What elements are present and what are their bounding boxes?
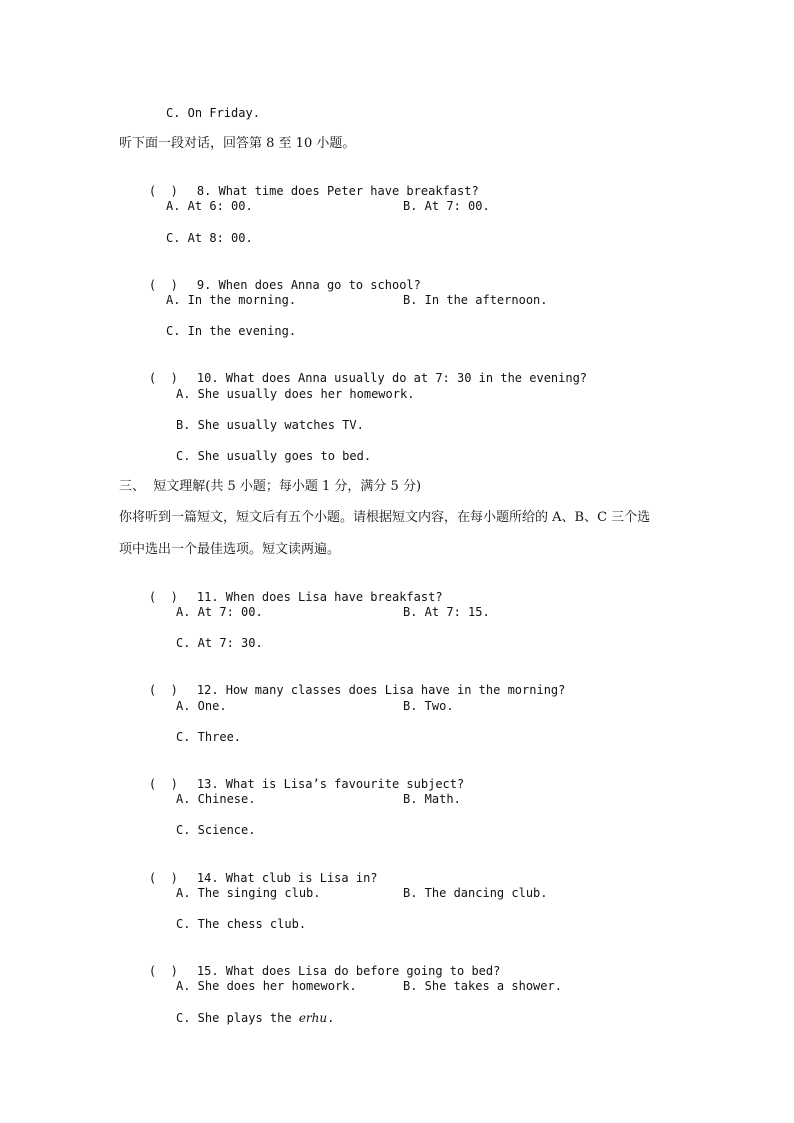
section2-instruction: 听下面一段对话，回答第 8 至 10 小题。 <box>119 136 356 151</box>
option-11b: B. At 7: 15. <box>403 605 490 619</box>
option-12c: C. Three. <box>176 730 242 744</box>
option-13c: C. Science. <box>176 823 256 837</box>
option-9a: A. In the morning. <box>166 293 297 307</box>
option-9c: C. In the evening. <box>166 324 297 338</box>
answer-blank: ( ) <box>148 590 178 604</box>
option-11c: C. At 7: 30. <box>176 636 263 650</box>
option-7c: C. On Friday. <box>166 106 260 120</box>
answer-blank: ( ) <box>148 964 178 978</box>
option-8a: A. At 6: 00. <box>166 199 253 213</box>
answer-blank: ( ) <box>148 871 178 885</box>
question-11 <box>120 573 443 604</box>
question-text: 9. When does Anna go to school? <box>196 278 421 292</box>
section3-instruction-1: 你将听到一篇短文，短文后有五个小题。请根据短文内容，在每小题所给的 A、B、C 三个选 <box>119 510 651 525</box>
answer-blank: ( ) <box>148 683 178 697</box>
question-text: 13. What is Lisa’s favourite subject? <box>196 777 465 791</box>
answer-blank: ( ) <box>148 184 178 198</box>
answer-blank: ( ) <box>148 777 178 791</box>
question-text: 8. What time does Peter have breakfast? <box>196 184 479 198</box>
answer-blank: ( ) <box>148 278 178 292</box>
option-13a: A. Chinese. <box>176 792 256 806</box>
option-12b: B. Two. <box>403 699 454 713</box>
option-15b: B. She takes a shower. <box>403 979 562 993</box>
option-punct: . <box>327 1011 335 1025</box>
question-text: 12. How many classes does Lisa have in the morning? <box>196 683 566 697</box>
option-15c <box>176 1010 334 1026</box>
option-15a: A. She does her homework. <box>176 979 357 993</box>
option-14b: B. The dancing club. <box>403 886 548 900</box>
question-text: 10. What does Anna usually do at 7: 30 in the evening? <box>196 371 588 385</box>
question-text: 14. What club is Lisa in? <box>196 871 378 885</box>
option-10a: A. She usually does her homework. <box>176 387 415 401</box>
question-9 <box>120 261 421 292</box>
option-8b: B. At 7: 00. <box>403 199 490 213</box>
question-10 <box>120 354 588 385</box>
option-13b: B. Math. <box>403 792 461 806</box>
answer-blank: ( ) <box>148 371 178 385</box>
question-13 <box>120 760 465 791</box>
question-8 <box>120 167 479 198</box>
section3-heading: 三、 短文理解(共 5 小题；每小题 1 分，满分 5 分) <box>119 479 422 494</box>
option-11a: A. At 7: 00. <box>176 605 263 619</box>
question-text: 15. What does Lisa do before going to bed? <box>196 964 501 978</box>
question-12 <box>120 666 566 697</box>
italic-word: erhu <box>298 1011 328 1025</box>
option-14a: A. The singing club. <box>176 886 321 900</box>
option-12a: A. One. <box>176 699 227 713</box>
section3-instruction-2: 项中选出一个最佳选项。短文读两遍。 <box>119 542 341 557</box>
option-9b: B. In the afternoon. <box>403 293 548 307</box>
option-8c: C. At 8: 00. <box>166 231 253 245</box>
option-14c: C. The chess club. <box>176 917 307 931</box>
option-10b: B. She usually watches TV. <box>176 418 364 432</box>
question-14 <box>120 854 378 885</box>
question-text: 11. When does Lisa have breakfast? <box>196 590 443 604</box>
option-10c: C. She usually goes to bed. <box>176 449 372 463</box>
question-15 <box>120 947 501 978</box>
option-text: C. She plays the <box>176 1011 299 1025</box>
